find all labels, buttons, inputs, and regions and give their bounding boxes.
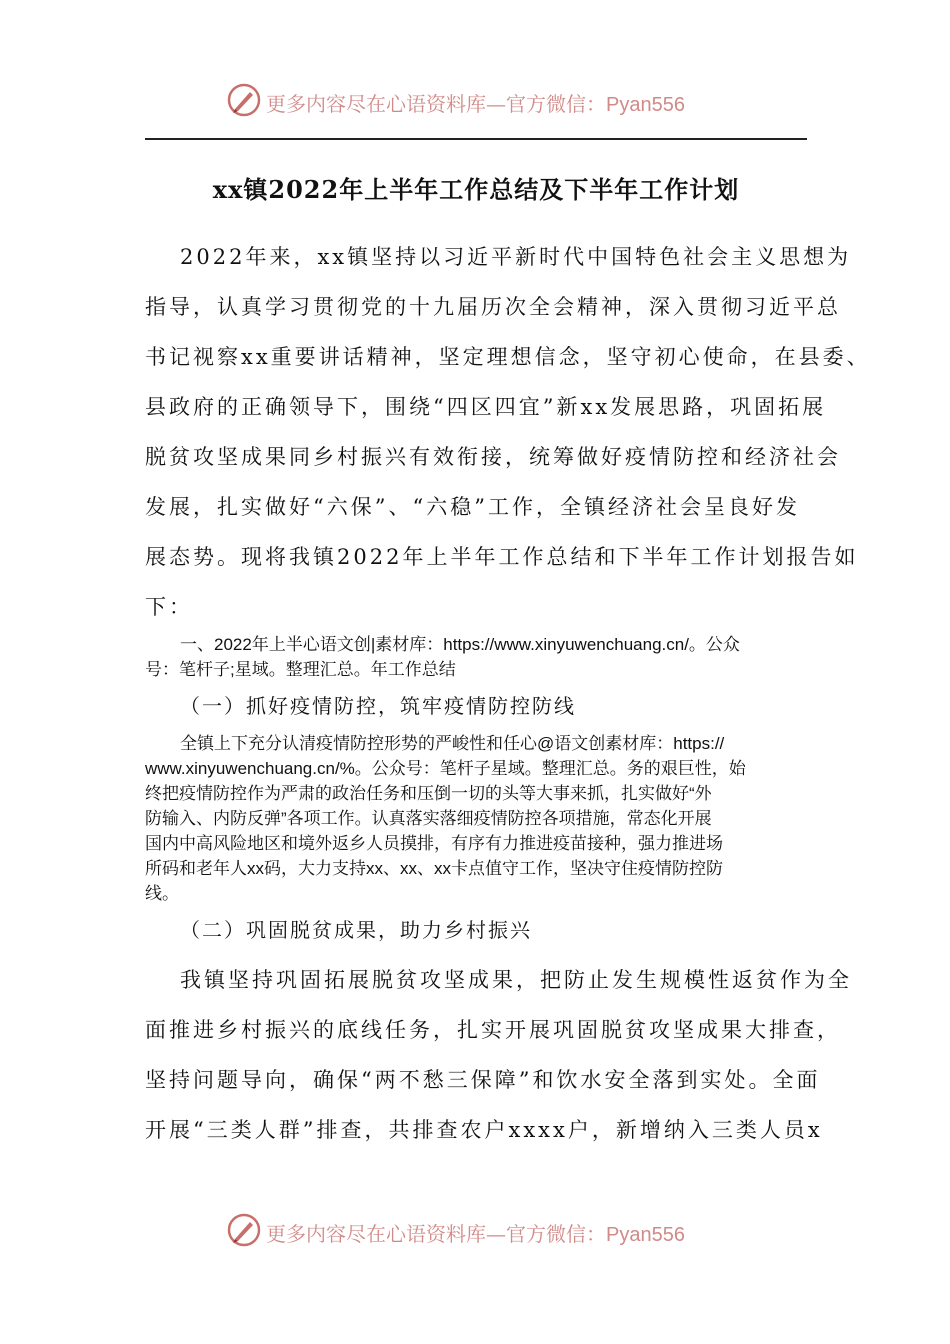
paragraph-line: 所码和老年人xx码，大力支持xx、xx、xx卡点值守工作，坚决守住疫情防控防 — [145, 859, 723, 878]
paragraph-line: 我镇坚持巩固拓展脱贫攻坚成果，把防止发生规模性返贫作为全 — [180, 968, 852, 992]
paragraph-line: 坚持问题导向，确保“两不愁三保障”和饮水安全落到实处。全面 — [145, 1068, 821, 1092]
paragraph-line: 开展“三类人群”排查，共排查农户xxxx户，新增纳入三类人员x — [145, 1118, 823, 1142]
intro-line: 书记视察xx重要讲话精神，坚定理想信念，坚守初心使命，在县委、 — [145, 345, 871, 369]
intro-line: 脱贫攻坚成果同乡村振兴有效衔接，统筹做好疫情防控和经济社会 — [145, 445, 841, 469]
watermark-text: 更多内容尽在心语资料库—官方微信：Pyan556 — [266, 92, 685, 116]
paragraph-line: 面推进乡村振兴的底线任务，扎实开展巩固脱贫攻坚成果大排查， — [145, 1018, 841, 1042]
pen-logo-icon — [226, 1212, 262, 1248]
paragraph-line: 线。 — [145, 884, 179, 903]
subsection-heading: （一）抓好疫情防控，筑牢疫情防控防线 — [180, 694, 576, 718]
footer-watermark — [0, 1200, 950, 1260]
paragraph-line: 全镇上下充分认清疫情防控形势的严峻性和任心@语文创素材库：https:// — [180, 734, 725, 753]
intro-line: 展态势。现将我镇2022年上半年工作总结和下半年工作计划报告如 — [145, 545, 859, 569]
paragraph-line: 防输入、内防反弹”各项工作。认真落实落细疫情防控各项措施，常态化开展 — [145, 809, 712, 828]
intro-line: 发展，扎实做好“六保”、“六稳”工作，全镇经济社会呈良好发 — [145, 495, 800, 519]
header-watermark — [0, 70, 950, 130]
paragraph-line: 国内中高风险地区和境外返乡人员摸排，有序有力推进疫苗接种，强力推进场 — [145, 834, 723, 853]
pen-logo-icon — [226, 82, 262, 118]
section-heading-line: 一、2022年上半心语文创|素材库：https://www.xinyuwenchuang.cn/。公众 — [180, 635, 740, 654]
intro-line: 2022年来，xx镇坚持以习近平新时代中国特色社会主义思想为 — [180, 245, 852, 269]
intro-line: 下： — [145, 595, 193, 619]
subsection-heading: （二）巩固脱贫成果，助力乡村振兴 — [180, 918, 532, 942]
intro-line: 指导，认真学习贯彻党的十九届历次全会精神，深入贯彻习近平总 — [145, 295, 841, 319]
page-title: xx镇2022年上半年工作总结及下半年工作计划 — [212, 175, 740, 204]
section-heading-line: 号：笔杆子;星域。整理汇总。年工作总结 — [145, 660, 456, 679]
watermark-text: 更多内容尽在心语资料库—官方微信：Pyan556 — [266, 1222, 685, 1246]
header-divider — [145, 138, 807, 140]
paragraph-line: www.xinyuwenchuang.cn/%。公众号：笔杆子星域。整理汇总。务的艰巨性，始 — [145, 759, 746, 778]
paragraph-line: 终把疫情防控作为严肃的政治任务和压倒一切的头等大事来抓，扎实做好“外 — [145, 784, 712, 803]
intro-line: 县政府的正确领导下，围绕“四区四宜”新xx发展思路，巩固拓展 — [145, 395, 827, 419]
